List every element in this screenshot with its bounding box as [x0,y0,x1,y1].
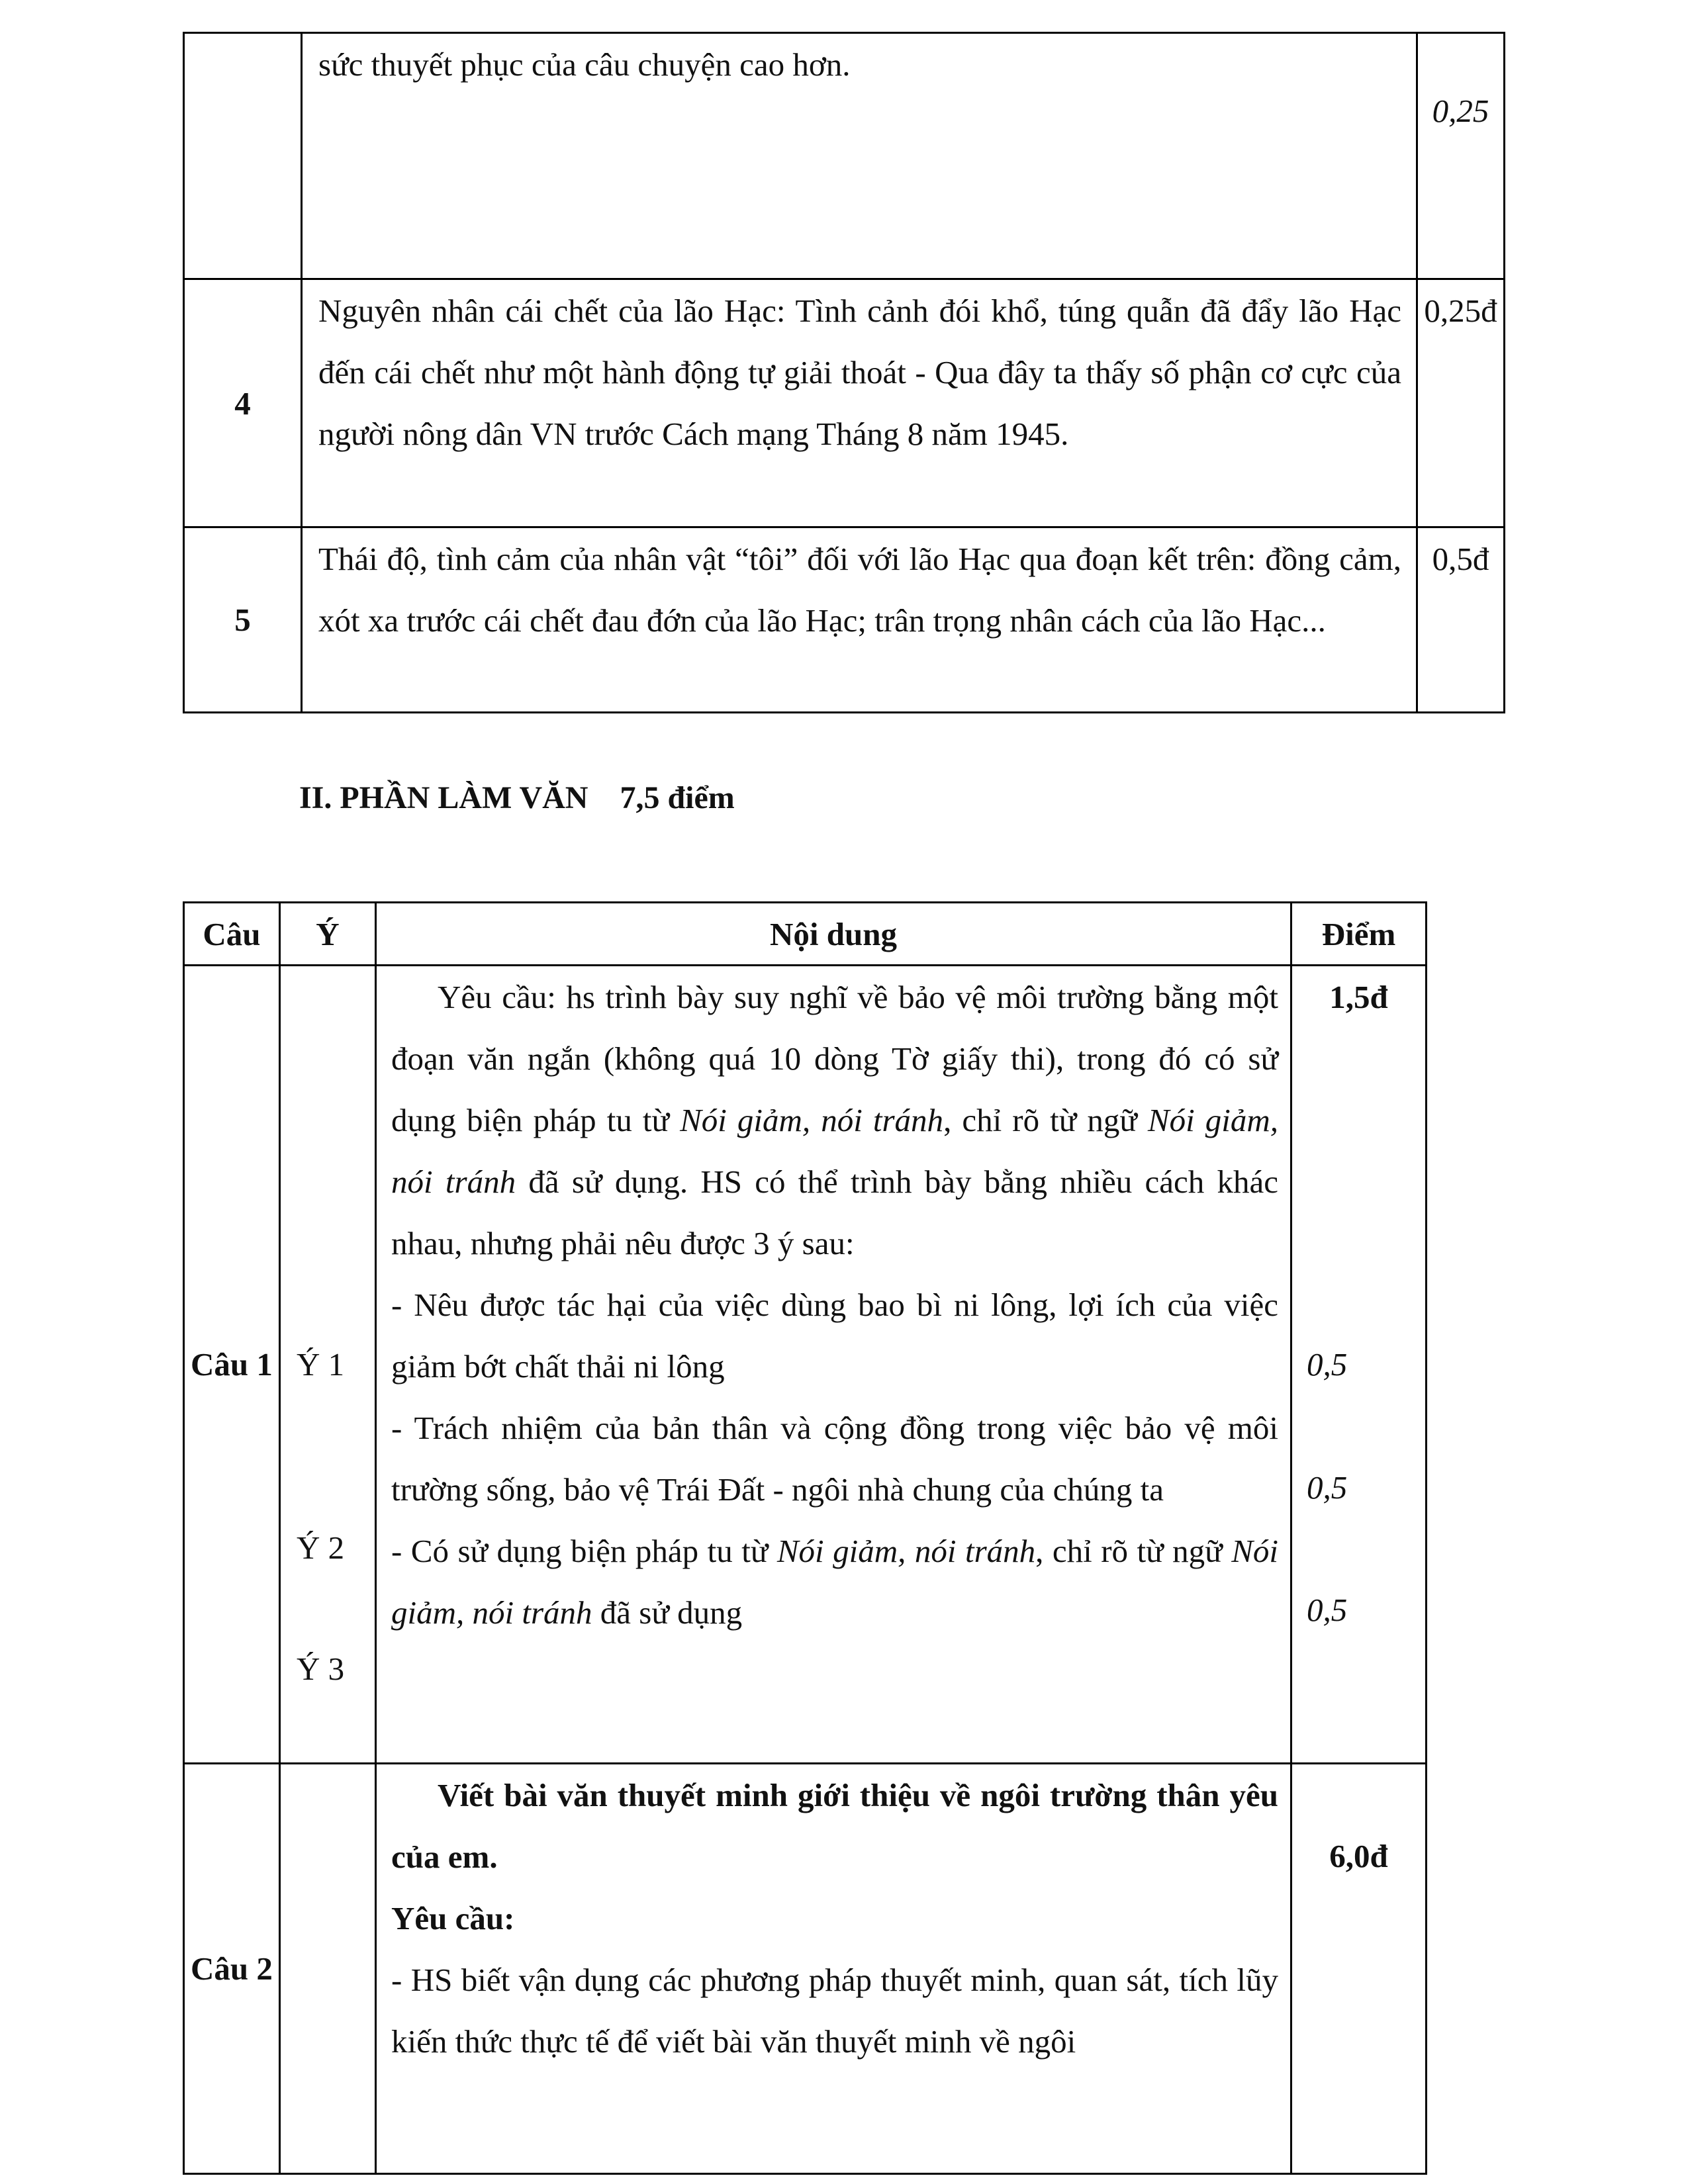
score-cell [1291,966,1427,1764]
table-row-question-2 [184,1764,1427,2174]
table-row [184,33,1505,279]
score-cell: 0,5đ [1417,527,1505,713]
answer-table-writing [183,901,1427,2175]
score-part: 0,5 [1307,1346,1348,1383]
answer-content-cell: Thái độ, tình cảm của nhân vật “tôi” đối với lão Hạc qua đoạn kết trên: đồng cảm, xót xa trước cái chết đau đớn của lão Hạc; trân trọng nhân cách của lão Hạc... [302,527,1417,713]
point-3: - Có sử dụng biện pháp tu từ Nói giảm, nói tránh, chỉ rõ từ ngữ Nói giảm, nói tránh đã sử dụng [391,1533,1278,1631]
question-number-cell: 4 [184,279,302,527]
question-number-cell [184,33,302,279]
header-noi-dung: Nội dung [376,903,1291,966]
y-label: Ý 3 [297,1651,345,1687]
point-1: - Nêu được tác hại của việc dùng bao bì ni lông, lợi ích của việc giảm bớt chất thải ni lông [391,1287,1278,1385]
header-cau: Câu [184,903,280,966]
answer-content-cell: Nguyên nhân cái chết của lão Hạc: Tình cảnh đói khổ, túng quẫn đã đẩy lão Hạc đến cái chết như một hành động tự giải thoát - Qua đây ta thấy số phận cơ cực của người nông dân VN trước Cách mạng Tháng 8 năm 1945. [302,279,1417,527]
y-cell [280,1764,376,2174]
header-diem: Điểm [1291,903,1427,966]
content-cell [376,1764,1291,2174]
header-y: Ý [280,903,376,966]
y-label: Ý 1 [297,1346,345,1383]
score-total: 1,5đ [1329,979,1388,1015]
question-cell: Câu 1 [184,966,280,1764]
score-part: 0,5 [1307,1469,1348,1506]
requirement-paragraph: Yêu cầu: hs trình bày suy nghĩ về bảo vệ môi trường bằng một đoạn văn ngắn (không quá 10 dòng Tờ giấy thi), trong đó có sử dụng biện pháp tu từ Nói giảm, nói tránh, chỉ rõ từ ngữ Nói giảm, nói tránh đã sử dụng. HS có thể trình bày bằng nhiều cách khác nhau, nhưng phải nêu được 3 ý sau: [391,979,1279,1261]
score-part: 0,5 [1307,1592,1348,1628]
score-cell [1291,1764,1427,2174]
requirement-item: - HS biết vận dụng các phương pháp thuyết minh, quan sát, tích lũy kiến thức thực tế để viết bài văn thuyết minh về ngôi [391,1962,1278,2060]
answer-table-reading [183,32,1505,713]
table-row-question-1 [184,966,1427,1764]
y-label: Ý 2 [297,1529,345,1566]
table-header-row [184,903,1427,966]
content-cell [376,966,1291,1764]
score-value: 0,25 [1432,93,1489,129]
section-heading: II. PHẦN LÀM VĂN 7,5 điểm [299,780,735,815]
point-2: - Trách nhiệm của bản thân và cộng đồng trong việc bảo vệ môi trường sống, bảo vệ Trái Đất - ngôi nhà chung của chúng ta [391,1410,1278,1508]
score-cell [1417,33,1505,279]
table-row [184,279,1505,527]
score-total: 6,0đ [1329,1838,1388,1874]
requirement-label: Yêu cầu: [391,1900,515,1936]
score-cell: 0,25đ [1417,279,1505,527]
y-cell [280,966,376,1764]
question-cell: Câu 2 [184,1764,280,2174]
answer-content-cell: sức thuyết phục của câu chuyện cao hơn. [302,33,1417,279]
question-number-cell: 5 [184,527,302,713]
essay-prompt: Viết bài văn thuyết minh giới thiệu về ngôi trường thân yêu của em. [391,1777,1278,1875]
table-row [184,527,1505,713]
